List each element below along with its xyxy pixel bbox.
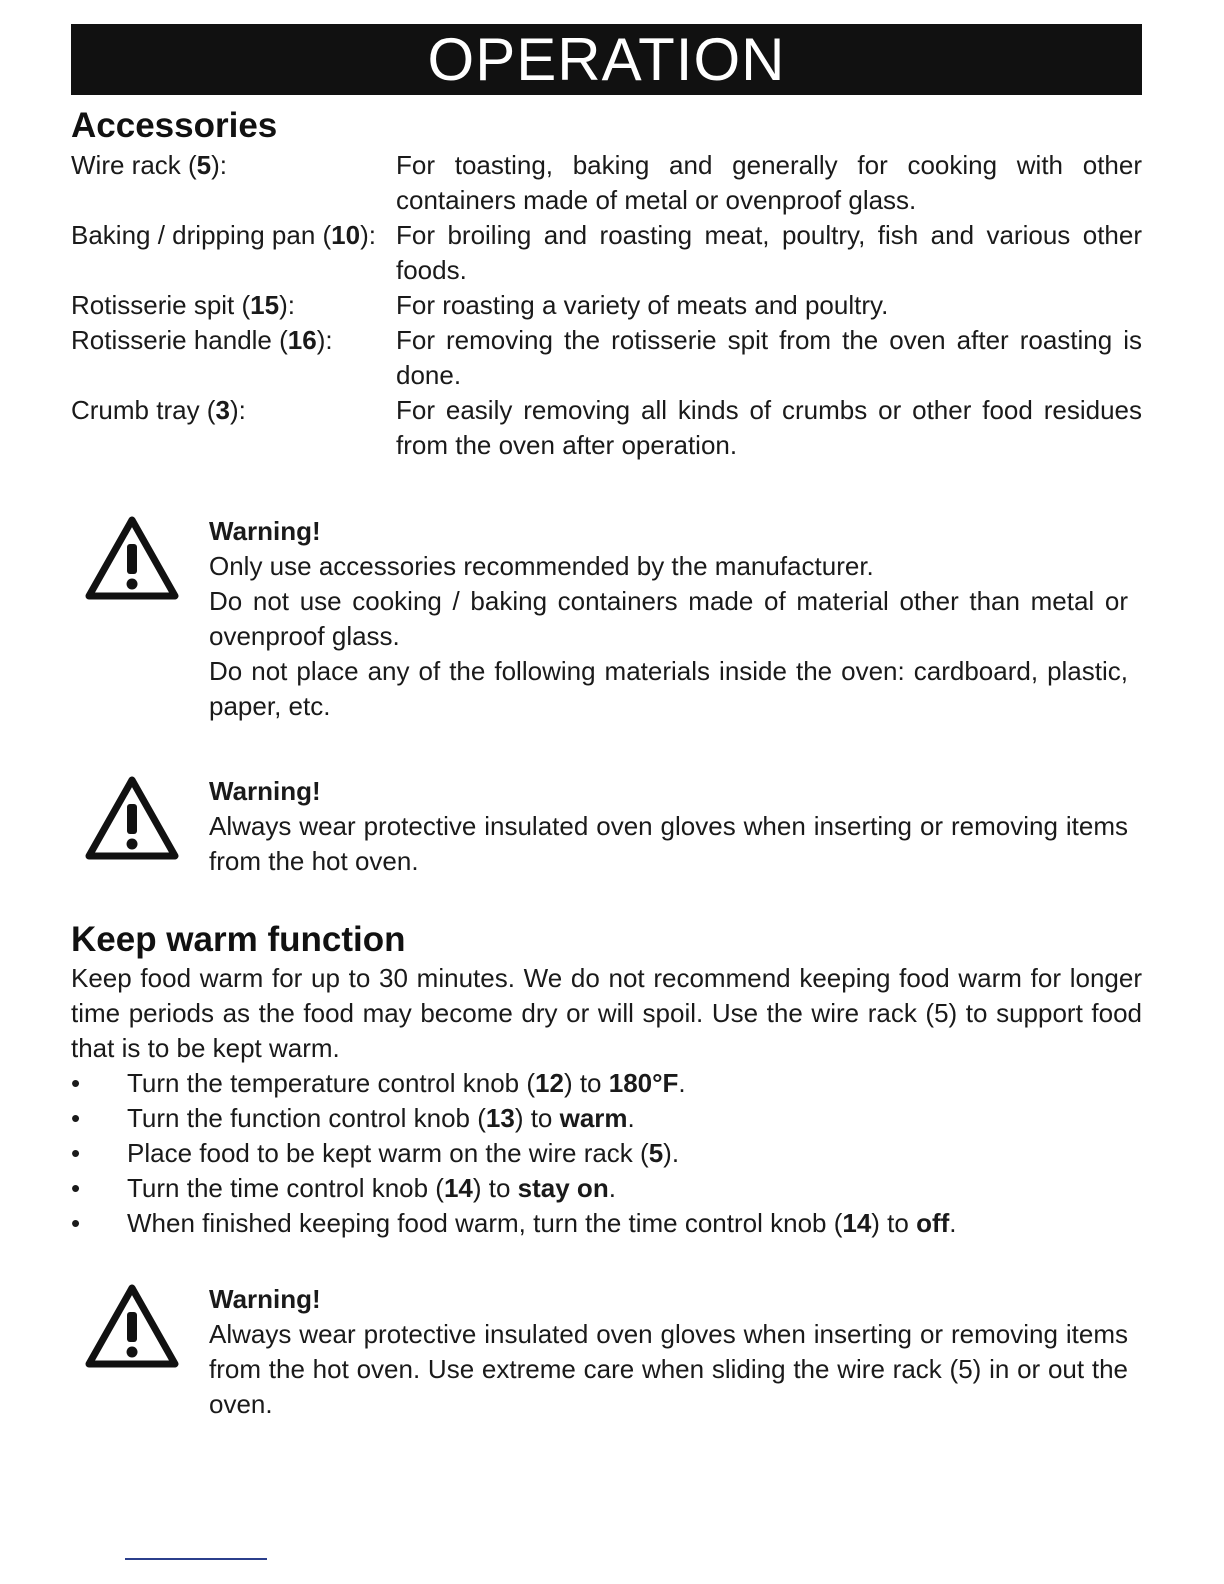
warning-line: Always wear protective insulated oven gloves when inserting or removing items from the hot oven. Use extreme care when sliding the wire rack (5) in or out the oven. [209, 1319, 1128, 1419]
bullet-icon: • [71, 1138, 81, 1168]
bullet-icon: • [71, 1103, 81, 1133]
accessory-description: For toasting, baking and generally for cooking with other containers made of metal or ovenproof glass. [396, 150, 1142, 215]
bullet-icon: • [71, 1068, 81, 1098]
list-item: • Turn the function control knob (13) to warm. [71, 1101, 1142, 1136]
warning-triangle-icon [83, 514, 181, 602]
page-title: OPERATION [427, 26, 786, 93]
bullet-icon: • [71, 1173, 81, 1203]
accessories-list [71, 148, 1142, 463]
accessory-item: Baking / dripping pan (10): For broiling and roasting meat, poultry, fish and various other foods. [71, 218, 1142, 288]
keep-warm-intro: Keep food warm for up to 30 minutes. We do not recommend keeping food warm for longer time periods as the food may become dry or will spoil. Use the wire rack (5) to support food that is to be kept warm. [71, 963, 1142, 1063]
accessory-item: Crumb tray (3): For easily removing all kinds of crumbs or other food residues from the oven after operation. [71, 393, 1142, 463]
list-item: • Turn the temperature control knob (12) to 180°F. [71, 1066, 1142, 1101]
list-item: • Place food to be kept warm on the wire rack (5). [71, 1136, 1142, 1171]
accessory-description: For broiling and roasting meat, poultry, fish and various other foods. [396, 220, 1142, 285]
keep-warm-heading: Keep warm function [71, 920, 406, 959]
bullet-icon: • [71, 1208, 81, 1238]
warning-triangle-icon [83, 1282, 181, 1370]
accessory-description: For roasting a variety of meats and poultry. [396, 290, 889, 320]
warning-line: Do not use cooking / baking containers made of material other than metal or ovenproof glass. [209, 586, 1128, 651]
accessories-heading: Accessories [71, 106, 278, 145]
list-item: • Turn the time control knob (14) to stay on. [71, 1171, 1142, 1206]
warning-line: Always wear protective insulated oven gloves when inserting or removing items from the hot oven. [209, 811, 1128, 876]
accessory-description: For easily removing all kinds of crumbs or other food residues from the oven after operation. [396, 395, 1142, 460]
warning-triangle-icon [83, 774, 181, 862]
accessory-item: Wire rack (5): For toasting, baking and generally for cooking with other containers made of metal or ovenproof glass. [71, 148, 1142, 218]
warning-title: Warning! [209, 1284, 321, 1314]
warning-line: Only use accessories recommended by the manufacturer. [209, 551, 874, 581]
accessory-item: Rotisserie handle (16): For removing the rotisserie spit from the oven after roasting is done. [71, 323, 1142, 393]
list-item: • When finished keeping food warm, turn the time control knob (14) to off. [71, 1206, 1142, 1241]
footer-divider [125, 1558, 267, 1560]
accessory-description: For removing the rotisserie spit from the oven after roasting is done. [396, 325, 1142, 390]
keep-warm-steps [71, 1066, 1142, 1241]
accessory-item: Rotisserie spit (15): For roasting a variety of meats and poultry. [71, 288, 1142, 323]
warning-line: Do not place any of the following materials inside the oven: cardboard, plastic, paper, etc. [209, 656, 1128, 721]
warning-title: Warning! [209, 776, 321, 806]
warning-title: Warning! [209, 516, 321, 546]
page-header [71, 24, 1142, 95]
